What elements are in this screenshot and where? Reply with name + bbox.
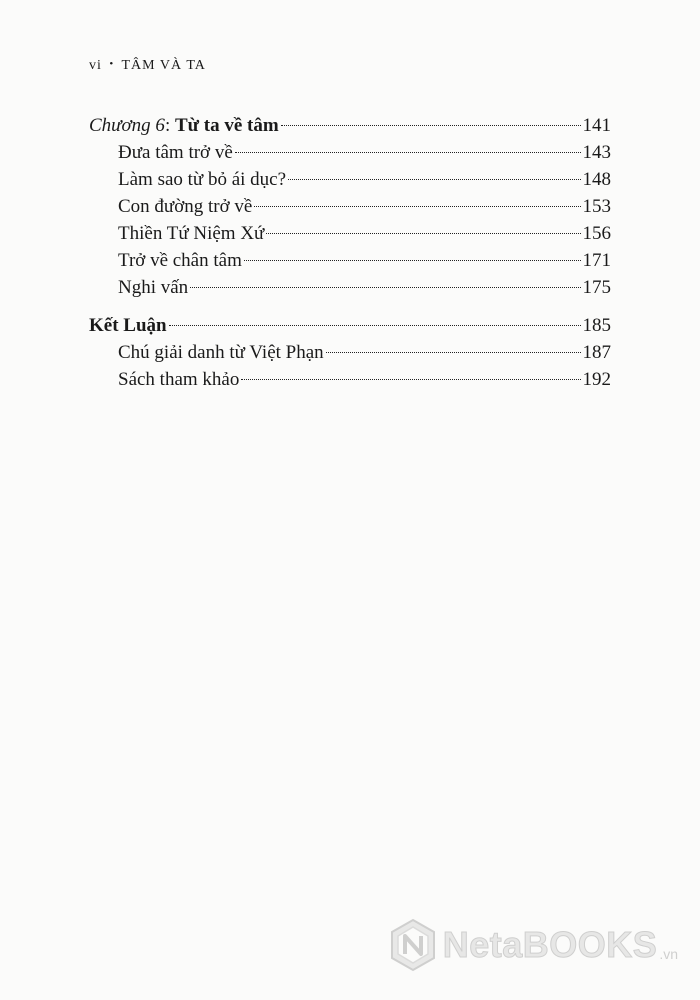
toc-entry-chapter-6[interactable]	[89, 112, 611, 139]
toc-entry[interactable]	[89, 247, 611, 274]
dot-leader	[254, 206, 580, 207]
toc-entry[interactable]	[89, 339, 611, 366]
toc-entry-page: 185	[582, 315, 611, 336]
toc-entry-title	[89, 312, 167, 339]
hexagon-n-logo-icon	[389, 918, 437, 972]
dot-leader	[266, 233, 580, 234]
chapter-prefix: Chương 6	[89, 115, 165, 136]
dot-leader	[288, 179, 580, 180]
toc-entry-title	[89, 112, 279, 139]
dot-leader	[169, 325, 581, 326]
toc-entry-page: 143	[582, 142, 611, 163]
toc-entry[interactable]	[89, 193, 611, 220]
toc-entry-title: Chú giải danh từ Việt Phạn	[118, 342, 324, 363]
header-book-title: TÂM VÀ TA	[121, 58, 206, 73]
header-page-number: vi	[89, 58, 102, 73]
dot-leader	[190, 287, 580, 288]
dot-leader	[241, 379, 580, 380]
running-header	[89, 58, 206, 74]
toc-entry-title: Con đường trở về	[118, 196, 253, 217]
toc-entry-page: 192	[582, 369, 611, 390]
toc-entry[interactable]	[89, 139, 611, 166]
table-of-contents	[89, 112, 611, 393]
toc-entry[interactable]	[89, 274, 611, 301]
toc-entry-page: 141	[582, 115, 611, 136]
toc-entry[interactable]	[89, 220, 611, 247]
toc-entry-title: Nghi vấn	[118, 277, 189, 298]
toc-entry-title: Thiền Tứ Niệm Xứ	[118, 223, 265, 244]
header-bullet: •	[109, 58, 115, 70]
toc-entry-page: 153	[582, 196, 611, 217]
watermark-domain-suffix: .vn	[659, 946, 678, 962]
toc-entry-title: Trở về chân tâm	[118, 250, 242, 271]
chapter-separator: :	[164, 115, 175, 136]
toc-entry-page: 171	[582, 250, 611, 271]
dot-leader	[235, 152, 581, 153]
toc-entry-page: 175	[582, 277, 611, 298]
toc-entry-title: Sách tham khảo	[118, 369, 240, 390]
toc-entry-page: 156	[582, 223, 611, 244]
dot-leader	[281, 125, 581, 126]
conclusion-title: Kết Luận	[89, 315, 167, 336]
watermark	[389, 918, 678, 972]
dot-leader	[326, 352, 581, 353]
dot-leader	[244, 260, 581, 261]
toc-entry-title: Đưa tâm trở về	[118, 142, 233, 163]
toc-entry[interactable]	[89, 366, 611, 393]
chapter-title: Từ ta về tâm	[174, 115, 279, 136]
toc-entry-title: Làm sao từ bỏ ái dục?	[118, 169, 287, 190]
watermark-brand-name: NetaBOOKS	[442, 924, 658, 965]
toc-entry[interactable]	[89, 166, 611, 193]
toc-entry-page: 187	[582, 342, 611, 363]
toc-entry-page: 148	[582, 169, 611, 190]
toc-entry-conclusion[interactable]	[89, 312, 611, 339]
